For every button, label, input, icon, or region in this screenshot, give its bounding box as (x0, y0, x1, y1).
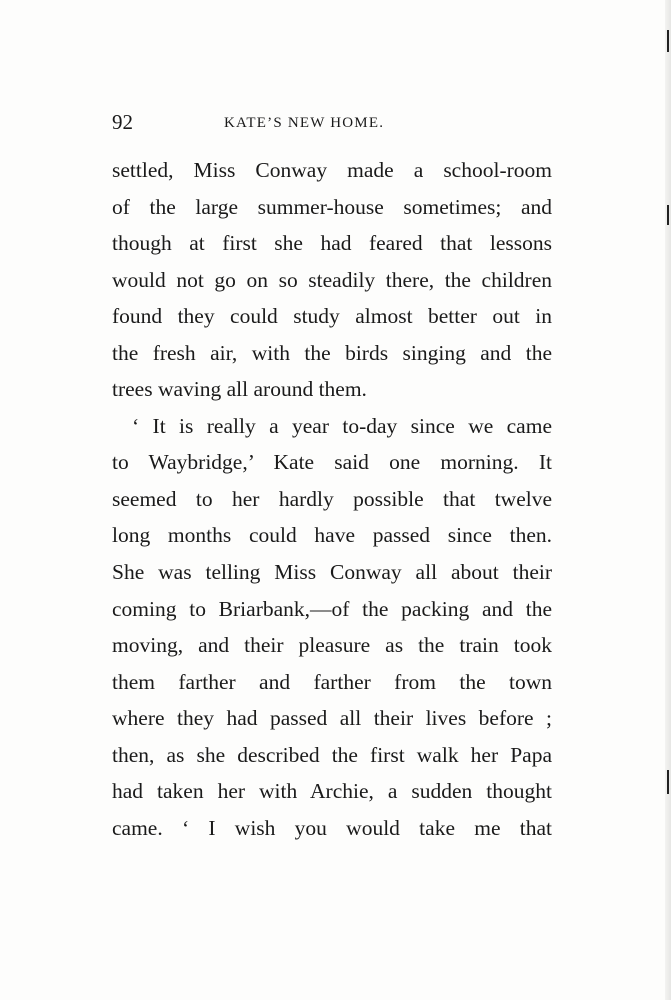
text-line: coming to Briarbank,—of the packing and the (112, 596, 552, 621)
running-head: KATE’S NEW HOME. (224, 115, 385, 131)
page-edge-mark (667, 770, 669, 794)
text-line: came. ‘ I wish you would take me that (112, 815, 552, 840)
text-line: found they could study almost better out in (112, 304, 552, 329)
text-line: She was telling Miss Conway all about their (112, 560, 552, 585)
page-number: 92 (112, 110, 133, 134)
text-line: of the large summer-house sometimes; and (112, 194, 552, 219)
text-line: had taken her with Archie, a sudden thought (112, 779, 552, 804)
text-line: moving, and their pleasure as the train took (112, 633, 552, 658)
text-line: ‘ It is really a year to-day since we came (132, 413, 552, 438)
text-line: settled, Miss Conway made a school-room (112, 158, 552, 182)
page-header (112, 110, 552, 140)
text-line: where they had passed all their lives before ; (112, 706, 552, 731)
text-line: to Waybridge,’ Kate said one morning. It (112, 450, 552, 475)
text-line: them farther and farther from the town (112, 669, 552, 694)
text-line: though at first she had feared that lessons (112, 231, 552, 256)
body-text (112, 152, 552, 846)
text-line: seemed to her hardly possible that twelve (112, 486, 552, 511)
page-edge-shadow (665, 0, 671, 1000)
text-line: the fresh air, with the birds singing and the (112, 340, 552, 365)
text-line: long months could have passed since then. (112, 523, 552, 548)
text-line: trees waving all around them. (112, 377, 367, 402)
text-line: then, as she described the first walk her Papa (112, 742, 552, 767)
page-edge-mark (667, 30, 669, 52)
page-edge-mark (667, 205, 669, 225)
text-line: would not go on so steadily there, the children (112, 267, 552, 292)
